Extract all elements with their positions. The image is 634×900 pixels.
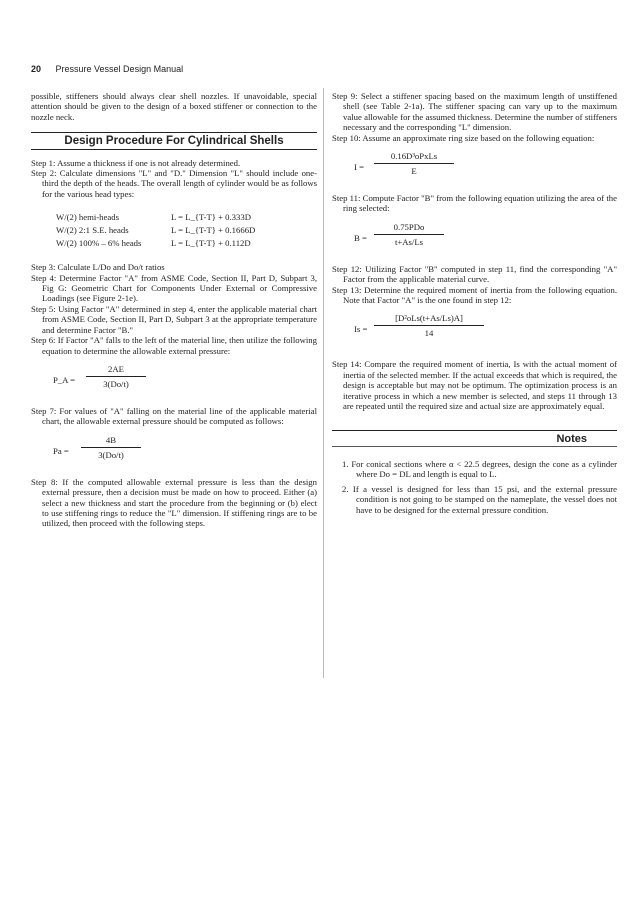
- eq-denominator: 3(Do/t): [98, 449, 124, 460]
- step-1: Step 1: Assume a thickness if one is not already determined.: [31, 157, 241, 168]
- eq-numerator: 4B: [105, 434, 117, 445]
- equation-step-6: [31, 362, 317, 400]
- eq-denominator: E: [411, 166, 417, 177]
- step-8: Step 8: If the computed allowable external pressure is less than the design external pressure, then a decision must be made on how to proceed. Either (a) select a new thickness and start the procedure from the beginning or (b) elect to use stiffening rings to reduce the "L" dimension. If stiffening rings are to be utilized, then proceed with the following steps.: [31, 476, 317, 529]
- eq-numerator: 0.75PDo: [393, 221, 425, 232]
- equation-step-13: [332, 311, 617, 353]
- fraction-bar: [374, 234, 444, 235]
- head-row: [56, 211, 317, 224]
- head-formula: L = L_{T-T} + 0.1666D: [171, 225, 256, 236]
- page-number: 20: [31, 64, 42, 74]
- eq-lhs: Pa =: [53, 445, 69, 456]
- fraction-bar: [374, 163, 454, 164]
- step-11: Step 11: Compute Factor "B" from the following equation utilizing the area of the ring selected:: [332, 193, 617, 214]
- step-3: Step 3: Calculate L/Do and Do/t ratios: [31, 262, 165, 273]
- head-types-table: [56, 211, 317, 250]
- head-row: [56, 224, 317, 237]
- head-formula: L = L_{T-T} + 0.333D: [171, 212, 251, 223]
- eq-denominator: 3(Do/t): [103, 378, 129, 389]
- step-9: Step 9: Select a stiffener spacing based on the maximum length of unstiffened shell (see Table 2-1a). The stiffener spacing can vary up to the maximum value allowable for the assumed thickness. Determine the number of stiffeners necessary and the corresponding "L" dimension.: [332, 91, 617, 133]
- intro-paragraph: possible, stiffeners should always clear shell nozzles. If unavoidable, special attention should be given to the design of a boxed stiffener or connection to the nozzle neck.: [31, 91, 317, 122]
- head-type: W/(2) hemi-heads: [56, 212, 119, 223]
- step-4: Step 4: Determine Factor "A" from ASME Code, Section II, Part D, Subpart 3, Fig G: Geometric Chart for Components Under External or Compressive Loadings (see Figure 2-1e).: [31, 272, 317, 304]
- head-formula: L = L_{T-T} + 0.112D: [171, 238, 251, 249]
- step-6: Step 6: If Factor "A" falls to the left of the material line, then utilize the following equation to determine the allowable external pressure:: [31, 335, 317, 356]
- fraction-bar: [374, 325, 484, 326]
- head-type: W/(2) 100% – 6% heads: [56, 238, 142, 249]
- eq-lhs: Is =: [354, 324, 368, 335]
- section-title: Design Procedure For Cylindrical Shells: [31, 132, 317, 149]
- fraction-bar: [86, 376, 146, 377]
- note-item: 1. For conical sections where α < 22.5 degrees, design the cone as a cylinder where Do = DL and length is equal to L.: [342, 458, 617, 480]
- step-14: Step 14: Compare the required moment of inertia, Is with the actual moment of inertia of the selected member. If the actual exceeds that which is required, the design is acceptable but may not be optimum. The optimization process is an iterative process in which a new member is selected, and steps 11 through 13 are repeated until the required size and actual size are approximately equal.: [332, 359, 617, 412]
- running-header: [31, 64, 183, 74]
- step-13: Step 13: Determine the required moment of inertia from the following equation. Note that Factor "A" is the one found in step 12:: [332, 284, 617, 306]
- eq-denominator: 14: [424, 328, 434, 339]
- eq-lhs: I =: [354, 162, 364, 173]
- notes-title: Notes: [332, 430, 617, 447]
- head-row: [56, 237, 317, 250]
- step-10: Step 10: Assume an approximate ring size based on the following equation:: [332, 132, 595, 143]
- eq-lhs: P_A =: [53, 374, 76, 385]
- fraction-bar: [81, 447, 141, 448]
- step-7: Step 7: For values of "A" falling on the material line of the applicable material chart, the allowable external pressure should be computed as follows:: [31, 405, 317, 427]
- equation-step-10: [332, 149, 617, 187]
- eq-lhs: B =: [354, 232, 367, 243]
- column-divider: [323, 88, 324, 678]
- left-column: [31, 91, 317, 529]
- book-title: Pressure Vessel Design Manual: [55, 64, 184, 74]
- head-type: W/(2) 2:1 S.E. heads: [56, 225, 129, 236]
- eq-numerator: [D²oLs(t+As/Ls)A]: [395, 313, 463, 324]
- eq-denominator: t+As/Ls: [394, 236, 424, 247]
- eq-numerator: 2AE: [108, 363, 124, 374]
- note-item: 2. If a vessel is designed for less than 15 psi, and the external pressure condition is not going to be stamped on the nameplate, the vessel does not have to be designed for the external pressure condition.: [342, 483, 617, 515]
- eq-numerator: 0.16D³oPxLs: [390, 151, 438, 162]
- step-2: Step 2: Calculate dimensions "L" and "D." Dimension "L" should include one-third the depth of the heads. The overall length of cylinder would be as follows for the various head types:: [31, 168, 317, 199]
- step-5: Step 5: Using Factor "A" determined in step 4, enter the applicable material chart from ASME Code, Section II, Part D, Subpart 3 at the appropriate temperature and determine Factor "B.": [31, 303, 317, 335]
- equation-step-7: [31, 433, 317, 471]
- right-column: [332, 91, 617, 519]
- equation-step-11: [332, 220, 617, 258]
- step-12: Step 12: Utilizing Factor "B" computed in step 11, find the corresponding "A" Factor from the applicable material curve.: [332, 263, 617, 285]
